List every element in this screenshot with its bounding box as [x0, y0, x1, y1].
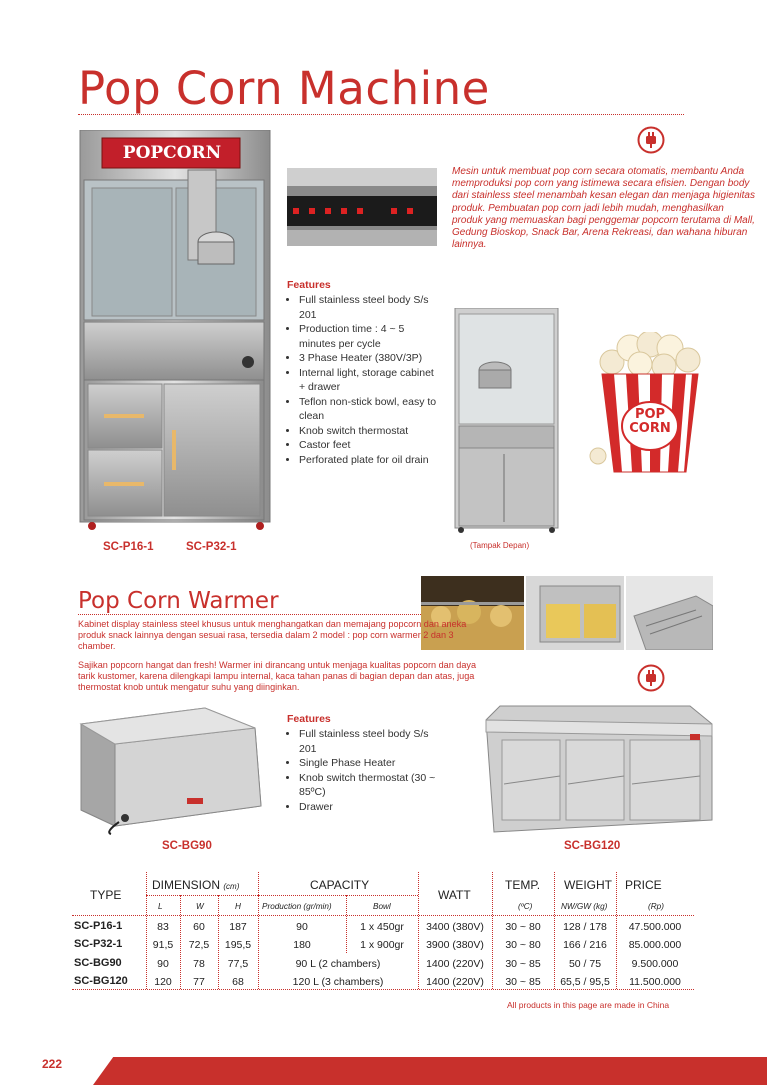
page-number: 222	[42, 1057, 63, 1071]
row-price: 85.000.000	[628, 939, 682, 951]
row-type: SC-P32-1	[74, 938, 123, 950]
row-l: 83	[157, 921, 169, 933]
row-l: 120	[154, 976, 172, 988]
row-bowl: 1 x 450gr	[360, 921, 404, 933]
warmer-features	[287, 713, 437, 814]
header-dimension-label: DIMENSION	[152, 878, 221, 892]
popcorn-bucket-image	[588, 332, 712, 478]
warmer-photo-2	[526, 576, 624, 650]
row-weight: 166 / 216	[563, 939, 607, 951]
front-view-caption: (Tampak Depan)	[470, 541, 530, 550]
power-plug-icon	[637, 126, 665, 154]
row-temp: 30 ~ 85	[505, 976, 541, 988]
row-type: SC-BG120	[74, 975, 128, 987]
row-w: 60	[193, 921, 205, 933]
row-h: 187	[229, 921, 247, 933]
machine-feature-item: • Knob switch thermostat	[299, 424, 437, 439]
power-plug-icon	[637, 664, 665, 692]
row-price: 47.500.000	[628, 921, 682, 933]
row-watt: 3400 (380V)	[426, 921, 484, 933]
row-bowl: 1 x 900gr	[360, 939, 404, 951]
header-temp: TEMP.	[505, 878, 541, 892]
row-watt: 1400 (220V)	[426, 976, 484, 988]
bucket-label-line-1: POP	[634, 407, 666, 422]
row-type: SC-P16-1	[74, 920, 123, 932]
subheader-temp-unit: (ºC)	[518, 902, 533, 911]
popcorn-sign-text: POPCORN	[122, 143, 222, 163]
model-label-sc-bg120: SC-BG120	[564, 840, 621, 852]
bucket-label	[622, 408, 678, 436]
subheader-bowl: Bowl	[373, 902, 391, 911]
row-temp: 30 ~ 80	[505, 921, 541, 933]
title-divider	[78, 114, 684, 115]
bucket-label-line-2: CORN	[629, 421, 671, 436]
header-dimension	[152, 878, 239, 892]
table-divider	[258, 895, 418, 896]
header-price: PRICE	[625, 878, 662, 892]
row-w: 77	[193, 976, 205, 988]
row-weight: 50 / 75	[568, 958, 602, 970]
table-divider	[72, 989, 694, 990]
row-capacity: 90 L (2 chambers)	[295, 958, 381, 970]
intro-text: Mesin untuk membuat pop corn secara otomatis, membantu Anda memproduksi pop corn yang istimewa secara efisien. Dengan body dari stainless steel menambah kesan elegan dan menjaga higienitas produk. Pembuatan pop corn jadi lebih mudah, menghasilkan produk yang memuaskan bagi penggemar popcorn terutama di Mall, Gedung Bioskop, Snack Bar, Arena Rekreasi, dan wahana hiburan lainnya.	[452, 166, 755, 251]
machine-feature-item: • Full stainless steel body S/s 201	[299, 293, 437, 322]
warmer-feature-item: • Knob switch thermostat (30 ~ 85ºC)	[299, 771, 437, 800]
model-label-sc-bg90: SC-BG90	[162, 840, 212, 852]
warmer-paragraph-2: Sajikan popcorn hangat dan fresh! Warmer ini dirancang untuk menjaga kualitas popcorn dan daya tarik kustomer, karena dilengkapi lampu internal, kaca tahan panas di bagian depan dan atas, juga thermostat knob untuk mengatur suhu yang diinginkan.	[78, 660, 477, 693]
subheader-production: Production (gr/min)	[262, 902, 332, 911]
subheader-h: H	[235, 902, 241, 911]
warmer-title: Pop Corn Warmer	[78, 588, 279, 614]
warmer-feature-item: • Single Phase Heater	[299, 756, 437, 771]
row-capacity: 120 L (3 chambers)	[292, 976, 384, 988]
front-view-machine-image	[453, 308, 560, 534]
row-price: 9.500.000	[631, 958, 679, 970]
warmer-bg120-image	[480, 700, 718, 835]
row-w: 72,5	[188, 939, 210, 951]
row-temp: 30 ~ 85	[505, 958, 541, 970]
page-title: Pop Corn Machine	[78, 62, 490, 115]
row-type: SC-BG90	[74, 957, 122, 969]
warmer-photo-3	[626, 576, 713, 650]
warmer-paragraph-1: Kabinet display stainless steel khusus untuk menghangatkan dan memajang popcorn dan aneka produk snack lainnya dengan sesuai rasa, tersedia dalam 2 model : pop corn warmer 2 dan 3 chamber.	[78, 619, 467, 652]
row-weight: 128 / 178	[563, 921, 607, 933]
model-label-sc-p16-1: SC-P16-1	[103, 541, 154, 553]
header-capacity: CAPACITY	[310, 878, 370, 892]
machine-feature-item: • Teflon non-stick bowl, easy to clean	[299, 395, 437, 424]
warmer-title-divider	[78, 614, 421, 615]
row-watt: 1400 (220V)	[426, 958, 484, 970]
row-h: 77,5	[227, 958, 249, 970]
footer-bar	[93, 1057, 767, 1085]
machine-features	[287, 279, 437, 467]
subheader-w: W	[196, 902, 204, 911]
header-dimension-unit: (cm)	[223, 882, 240, 891]
made-in-note: All products in this page are made in China	[507, 1000, 670, 1010]
row-weight: 65,5 / 95,5	[560, 976, 610, 988]
table-divider	[72, 915, 694, 916]
machine-feature-item: • Perforated plate for oil drain	[299, 453, 437, 468]
header-weight: WEIGHT	[564, 878, 612, 892]
row-temp: 30 ~ 80	[505, 939, 541, 951]
control-panel-image	[287, 168, 437, 246]
row-h: 68	[232, 976, 244, 988]
header-type: TYPE	[90, 888, 122, 902]
row-production: 90	[296, 921, 308, 933]
row-w: 78	[193, 958, 205, 970]
machine-feature-item: • Castor feet	[299, 438, 437, 453]
subheader-price-unit: (Rp)	[648, 902, 664, 911]
subheader-weight-unit: NW/GW (kg)	[561, 902, 608, 911]
row-l: 90	[157, 958, 169, 970]
row-l: 91,5	[152, 939, 174, 951]
popcorn-machine-image	[76, 130, 274, 530]
row-production: 180	[293, 939, 311, 951]
row-h: 195,5	[224, 939, 252, 951]
row-watt: 3900 (380V)	[426, 939, 484, 951]
table-divider	[146, 895, 258, 896]
warmer-feature-item: • Drawer	[299, 800, 437, 815]
model-label-sc-p32-1: SC-P32-1	[186, 541, 237, 553]
machine-features-heading: Features	[287, 279, 331, 291]
subheader-l: L	[158, 902, 163, 911]
machine-feature-item: • Production time : 4 ~ 5 minutes per cycle	[299, 322, 437, 351]
warmer-bg90-image	[75, 706, 268, 836]
machine-feature-item: • 3 Phase Heater (380V/3P)	[299, 351, 437, 366]
header-watt: WATT	[438, 888, 471, 902]
row-price: 11.500.000	[629, 976, 681, 988]
warmer-features-heading: Features	[287, 713, 331, 725]
machine-feature-item: • Internal light, storage cabinet + drawer	[299, 366, 437, 395]
warmer-feature-item: • Full stainless steel body S/s 201	[299, 727, 437, 756]
